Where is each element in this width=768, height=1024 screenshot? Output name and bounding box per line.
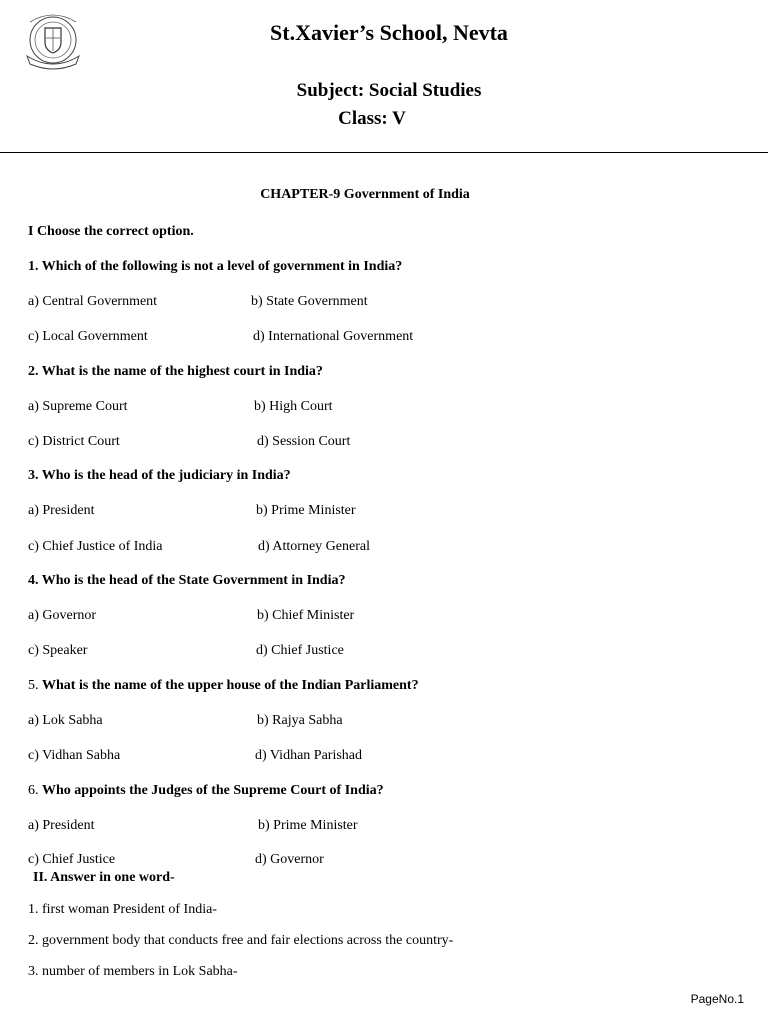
question-6 [28, 783, 384, 799]
page-number: PageNo.1 [690, 992, 744, 1006]
school-name: St.Xavier’s School, Nevta [270, 20, 508, 45]
question-5-text: What is the name of the upper house of the Indian Parliament? [42, 678, 419, 693]
q4-option-b: b) Chief Minister [257, 608, 355, 623]
q2-option-c: c) District Court [28, 434, 120, 449]
section2-item-2: 2. government body that conducts free and fair elections across the country- [28, 933, 454, 948]
q4-option-c: c) Speaker [28, 643, 88, 658]
q4-option-d: d) Chief Justice [256, 643, 344, 658]
section1-heading: I Choose the correct option. [28, 224, 194, 239]
q5-option-c: c) Vidhan Sabha [28, 748, 121, 763]
question-3: 3. Who is the head of the judiciary in India? [28, 468, 291, 483]
q6-option-d: d) Governor [255, 852, 324, 867]
question-5 [28, 678, 419, 694]
section2-item-1: 1. first woman President of India- [28, 902, 217, 917]
question-1: 1. Which of the following is not a level of government in India? [28, 259, 403, 274]
q5-option-a: a) Lok Sabha [28, 713, 103, 728]
header-divider [0, 152, 768, 153]
section2-heading: II. Answer in one word- [33, 870, 175, 885]
q3-option-a: a) President [28, 503, 95, 518]
q5-option-d: d) Vidhan Parishad [255, 748, 362, 763]
chapter-title: CHAPTER-9 Government of India [260, 187, 470, 202]
q4-option-a: a) Governor [28, 608, 97, 623]
q3-option-b: b) Prime Minister [256, 503, 356, 518]
q3-option-d: d) Attorney General [258, 539, 370, 554]
question-2: 2. What is the name of the highest court in India? [28, 364, 323, 379]
class-title: Class: V [338, 108, 406, 129]
subject-title: Subject: Social Studies [296, 80, 482, 101]
q2-option-b: b) High Court [254, 399, 333, 414]
q6-option-a: a) President [28, 818, 95, 833]
q2-option-d: d) Session Court [257, 434, 351, 449]
q1-option-a: a) Central Government [28, 294, 158, 309]
question-5-number: 5. [28, 678, 39, 693]
q6-option-b: b) Prime Minister [258, 818, 358, 833]
q5-option-b: b) Rajya Sabha [257, 713, 343, 728]
q2-option-a: a) Supreme Court [28, 399, 128, 414]
section2-item-3: 3. number of members in Lok Sabha- [28, 964, 238, 979]
q1-option-b: b) State Government [251, 294, 368, 309]
q1-option-c: c) Local Government [28, 329, 148, 344]
question-4: 4. Who is the head of the State Government in India? [28, 573, 346, 588]
question-6-text: Who appoints the Judges of the Supreme Court of India? [42, 783, 384, 798]
q1-option-d: d) International Government [253, 329, 414, 344]
q3-option-c: c) Chief Justice of India [28, 539, 163, 554]
q6-option-c: c) Chief Justice [28, 852, 116, 867]
question-6-number: 6. [28, 783, 39, 798]
